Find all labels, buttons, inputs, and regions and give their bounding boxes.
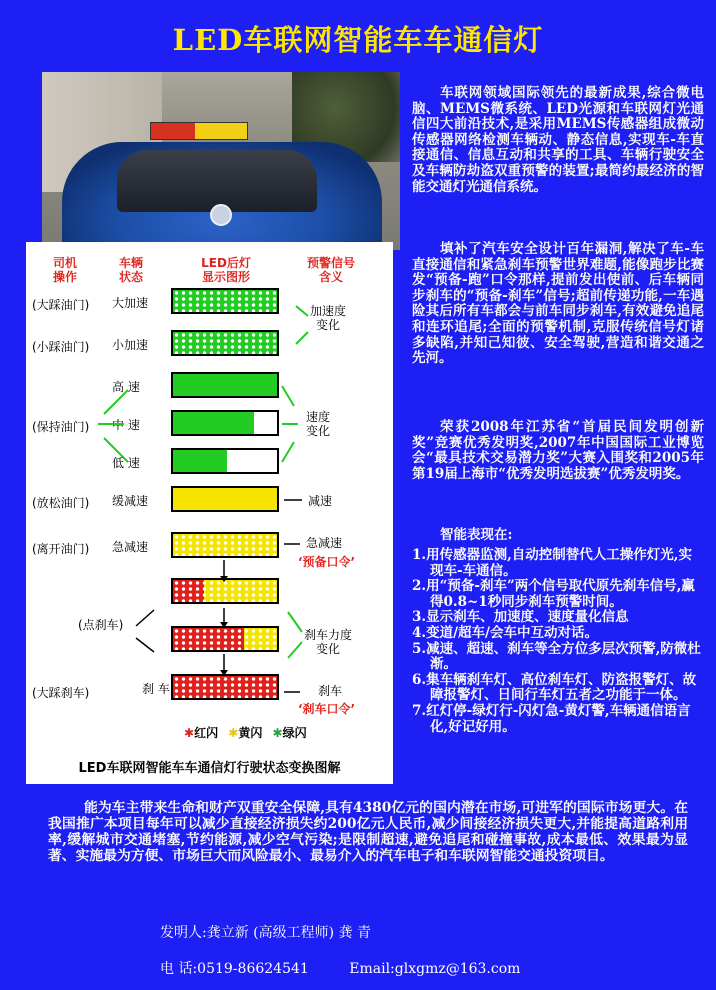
- led-display-bar: [171, 674, 279, 700]
- led-display-bar: [171, 532, 279, 558]
- led-display-bar: [171, 288, 279, 314]
- list-item: 1.用传感器监测,自动控制替代人工操作灯光,实现车-车通信。: [412, 547, 692, 579]
- list-item: 5.减速、超速、刹车等全方位多层次预警,防微杜渐。: [412, 640, 701, 673]
- driver-operation: (大踩刹车): [32, 686, 90, 700]
- led-fill: [173, 374, 277, 396]
- driver-operation: (离开油门): [32, 542, 90, 556]
- led-display-bar: [171, 626, 279, 652]
- driver-operation: (小踩油门): [32, 340, 90, 354]
- page-title: LED车联网智能车车通信灯: [172, 23, 544, 57]
- legend-red-dot: ✱: [184, 726, 195, 740]
- legend-green-dot: ✱: [272, 726, 283, 740]
- car-photo: [42, 72, 400, 250]
- led-display-bar: [171, 372, 279, 398]
- led-light-bar: [150, 122, 248, 140]
- phone-number: 0519-86624541: [197, 961, 309, 977]
- led-fill: [173, 580, 204, 602]
- list-item: 7.红灯停-绿灯行-闪灯急-黄灯警,车辆通信语言化,好记好用。: [412, 702, 691, 735]
- header-driver: 司机 操作: [52, 256, 77, 284]
- meaning-sharp-decel: 急减速: [306, 536, 343, 550]
- led-fill: [173, 450, 227, 472]
- vehicle-state: 中 速: [112, 418, 140, 432]
- paragraph-intro: 车联网领域国际领先的最新成果,综合微电脑、MEMS微系统、LED光源和车联网灯光通信四大前沿技术,是采用MEMS传感器组成微动传感器网络检测车辆动、静态信息,实现车-车直接通信、信息互动和共享的工具、车辆行驶安全及车辆防劫盗双重预警的装置;最简约最经济的智能交通灯光通信系统。: [412, 85, 704, 195]
- led-fill: [173, 628, 244, 650]
- led-fill: [173, 676, 277, 698]
- vehicle-state: 大加速: [112, 296, 149, 310]
- list-item: 4.变道/超车/会车中互动对话。: [412, 624, 598, 641]
- vehicle-state: 高 速: [112, 380, 140, 394]
- legend-yellow-label: 黄闪: [238, 726, 263, 740]
- smart-features-list: [412, 548, 702, 735]
- list-item: 2.用“预备-刹车”两个信号取代原先刹车信号,赢得0.8~1秒同步刹车预警时间。: [412, 578, 695, 610]
- phone-label: 电 话:: [160, 961, 198, 977]
- led-fill: [173, 534, 277, 556]
- inventor-names: 龚立新 (高级工程师) 龚 青: [206, 925, 371, 941]
- vehicle-state: 刹 车: [142, 682, 170, 696]
- list-item: 6.集车辆刹车灯、高位刹车灯、防盗报警灯、故障报警灯、日间行车灯五者之功能于一体。: [412, 671, 697, 704]
- legend-yellow-dot: ✱: [228, 726, 239, 740]
- meaning-ready-command: ‘预备口令’: [298, 555, 356, 569]
- led-fill: [173, 290, 277, 312]
- vehicle-state: 低 速: [112, 456, 140, 470]
- driver-operation: (放松油门): [32, 496, 90, 510]
- header-vehicle: 车辆 状态: [118, 256, 143, 284]
- vehicle-state: 急减速: [112, 540, 149, 554]
- led-fill: [173, 412, 254, 434]
- led-display-bar: [171, 578, 279, 604]
- meaning-accel: 加速度 变化: [310, 304, 347, 332]
- inventor-line: [160, 922, 371, 942]
- header-warning: 预警信号 含义: [306, 256, 355, 284]
- header-led: LED后灯 显示图形: [201, 256, 251, 284]
- list-item: 3.显示刹车、加速度、速度量化信息: [412, 609, 629, 626]
- vehicle-state: 小加速: [112, 338, 149, 352]
- driver-operation: (点刹车): [78, 618, 124, 632]
- led-display-bar: [171, 448, 279, 474]
- state-diagram: [26, 242, 393, 784]
- email-label: Email:: [349, 961, 395, 977]
- inventor-label: 发明人:: [160, 925, 207, 941]
- legend-green-label: 绿闪: [282, 726, 307, 740]
- paragraph-market: 能为车主带来生命和财产双重安全保障,具有4380亿元的国内潜在市场,可进军的国际市场更大。在我国推广本项目每年可以减少直接经济损失约200亿元人民币,减少间接经济损失更大,并能提高道路利用率,缓解城市交通堵塞,节约能源,减少空气污染;是限制超速,避免追尾和碰撞事故,成本最低、效果最为显著、实施最为方便、市场巨大而风险最小、最易介入的汽车电子和车联网智能交通投资项目。: [48, 800, 688, 864]
- led-fill: [173, 488, 277, 510]
- led-fill: [173, 332, 277, 354]
- meaning-brake: 刹车: [318, 684, 343, 698]
- meaning-brake-command: ‘刹车口令’: [298, 702, 356, 716]
- smart-heading: 智能表现在:: [440, 527, 513, 543]
- meaning-decel: 减速: [308, 494, 333, 508]
- led-display-bar: [171, 486, 279, 512]
- paragraph-innovation: 填补了汽车安全设计百年漏洞,解决了车-车直接通信和紧急刹车预警世界难题,能像跑步比赛发“预备-跑”口令那样,提前发出使前、后车辆同步刹车的“预备-刹车”信号;超前传递功能,一车遇险其后所有车都会与前车同步刹车,有效避免追尾和连环追尾;全面的预警机制,克服传统信号灯诸多缺陷,并知己知彼、安全驾驶,营造和谐交通之先河。: [412, 241, 704, 367]
- diagram-caption: LED车联网智能车车通信灯行驶状态变换图解: [78, 761, 341, 776]
- driver-operation: (大踩油门): [32, 298, 90, 312]
- driver-operation: (保持油门): [32, 420, 90, 434]
- led-display-bar: [171, 410, 279, 436]
- meaning-brake-force: 刹车力度 变化: [304, 628, 353, 656]
- legend: [184, 724, 307, 741]
- legend-red-label: 红闪: [194, 726, 219, 740]
- contact-line: [160, 958, 520, 978]
- led-display-bar: [171, 330, 279, 356]
- vehicle-state: 缓减速: [112, 494, 149, 508]
- paragraph-awards: 荣获2008年江苏省“首届民间发明创新奖”竞赛优秀发明奖,2007年中国国际工业博览会“最具技术交易潜力奖”大赛入围奖和2005年第19届上海市“优秀发明选拔赛”优秀发明奖。: [412, 419, 704, 482]
- email-address: glxgmz@163.com: [394, 961, 521, 977]
- meaning-speed: 速度 变化: [306, 410, 331, 438]
